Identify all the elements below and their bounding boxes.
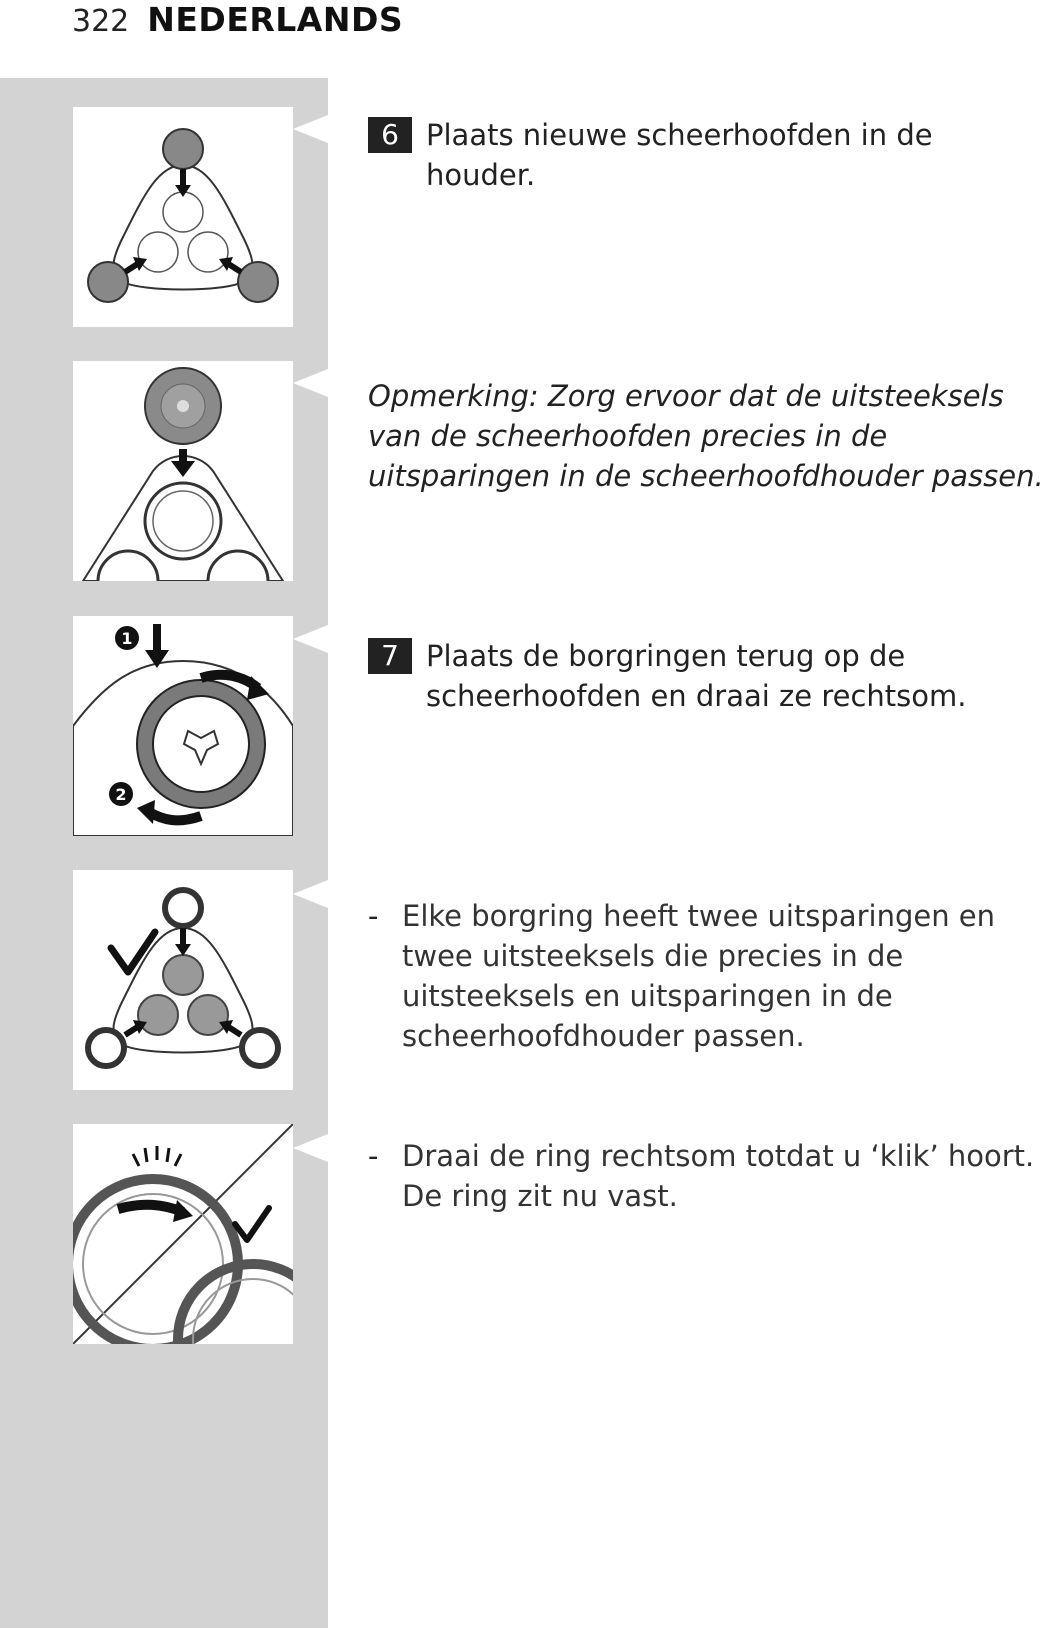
figure-pointer <box>293 625 328 653</box>
shaving-head-alignment-illustration <box>73 361 293 581</box>
note-text: Opmerking: Zorg ervoor dat de uitsteeksels van de scheerhoofden precies in de uitsparingen in de scheerhoofdhouder passen. <box>368 379 1044 493</box>
bullet-dash: - <box>368 1139 379 1173</box>
bullet-text: Draai de ring rechtsom totdat u ‘klik’ hoort. De ring zit nu vast. <box>402 1139 1035 1213</box>
figure-pointer <box>293 1134 328 1162</box>
figure-pointer <box>293 880 328 908</box>
step-6-text: Plaats nieuwe scheerhoofden in de houder. <box>426 118 933 192</box>
step-6 <box>368 115 1048 195</box>
figure-label-2: 2 <box>115 785 127 804</box>
bullet-item <box>368 1136 1048 1216</box>
bullet-text: Elke borgring heeft twee uitsparingen en twee uitsteeksels die precies in de uitsteeksels en uitsparingen in de scheerhoofdhouder passen. <box>402 899 996 1053</box>
bullet-item <box>368 896 1048 1056</box>
step-number-badge: 7 <box>368 638 412 674</box>
step-7-text: Plaats de borgringen terug op de scheerhoofden en draai ze rechtsom. <box>426 639 967 713</box>
ring-click-illustration <box>73 1124 293 1344</box>
figure-label-1: 1 <box>121 629 133 648</box>
shaving-heads-into-holder-illustration <box>73 107 293 327</box>
figure-pointer <box>293 115 328 143</box>
retaining-ring-rotate-illustration <box>73 616 293 836</box>
page-number: 322 <box>72 4 130 39</box>
bullet-dash: - <box>368 899 379 933</box>
section-title: NEDERLANDS <box>147 0 404 39</box>
figure-pointer <box>293 369 328 397</box>
page-header <box>72 0 403 40</box>
retaining-rings-check-illustration <box>73 870 293 1090</box>
step-7 <box>368 636 1048 716</box>
step-number-badge: 6 <box>368 117 412 153</box>
